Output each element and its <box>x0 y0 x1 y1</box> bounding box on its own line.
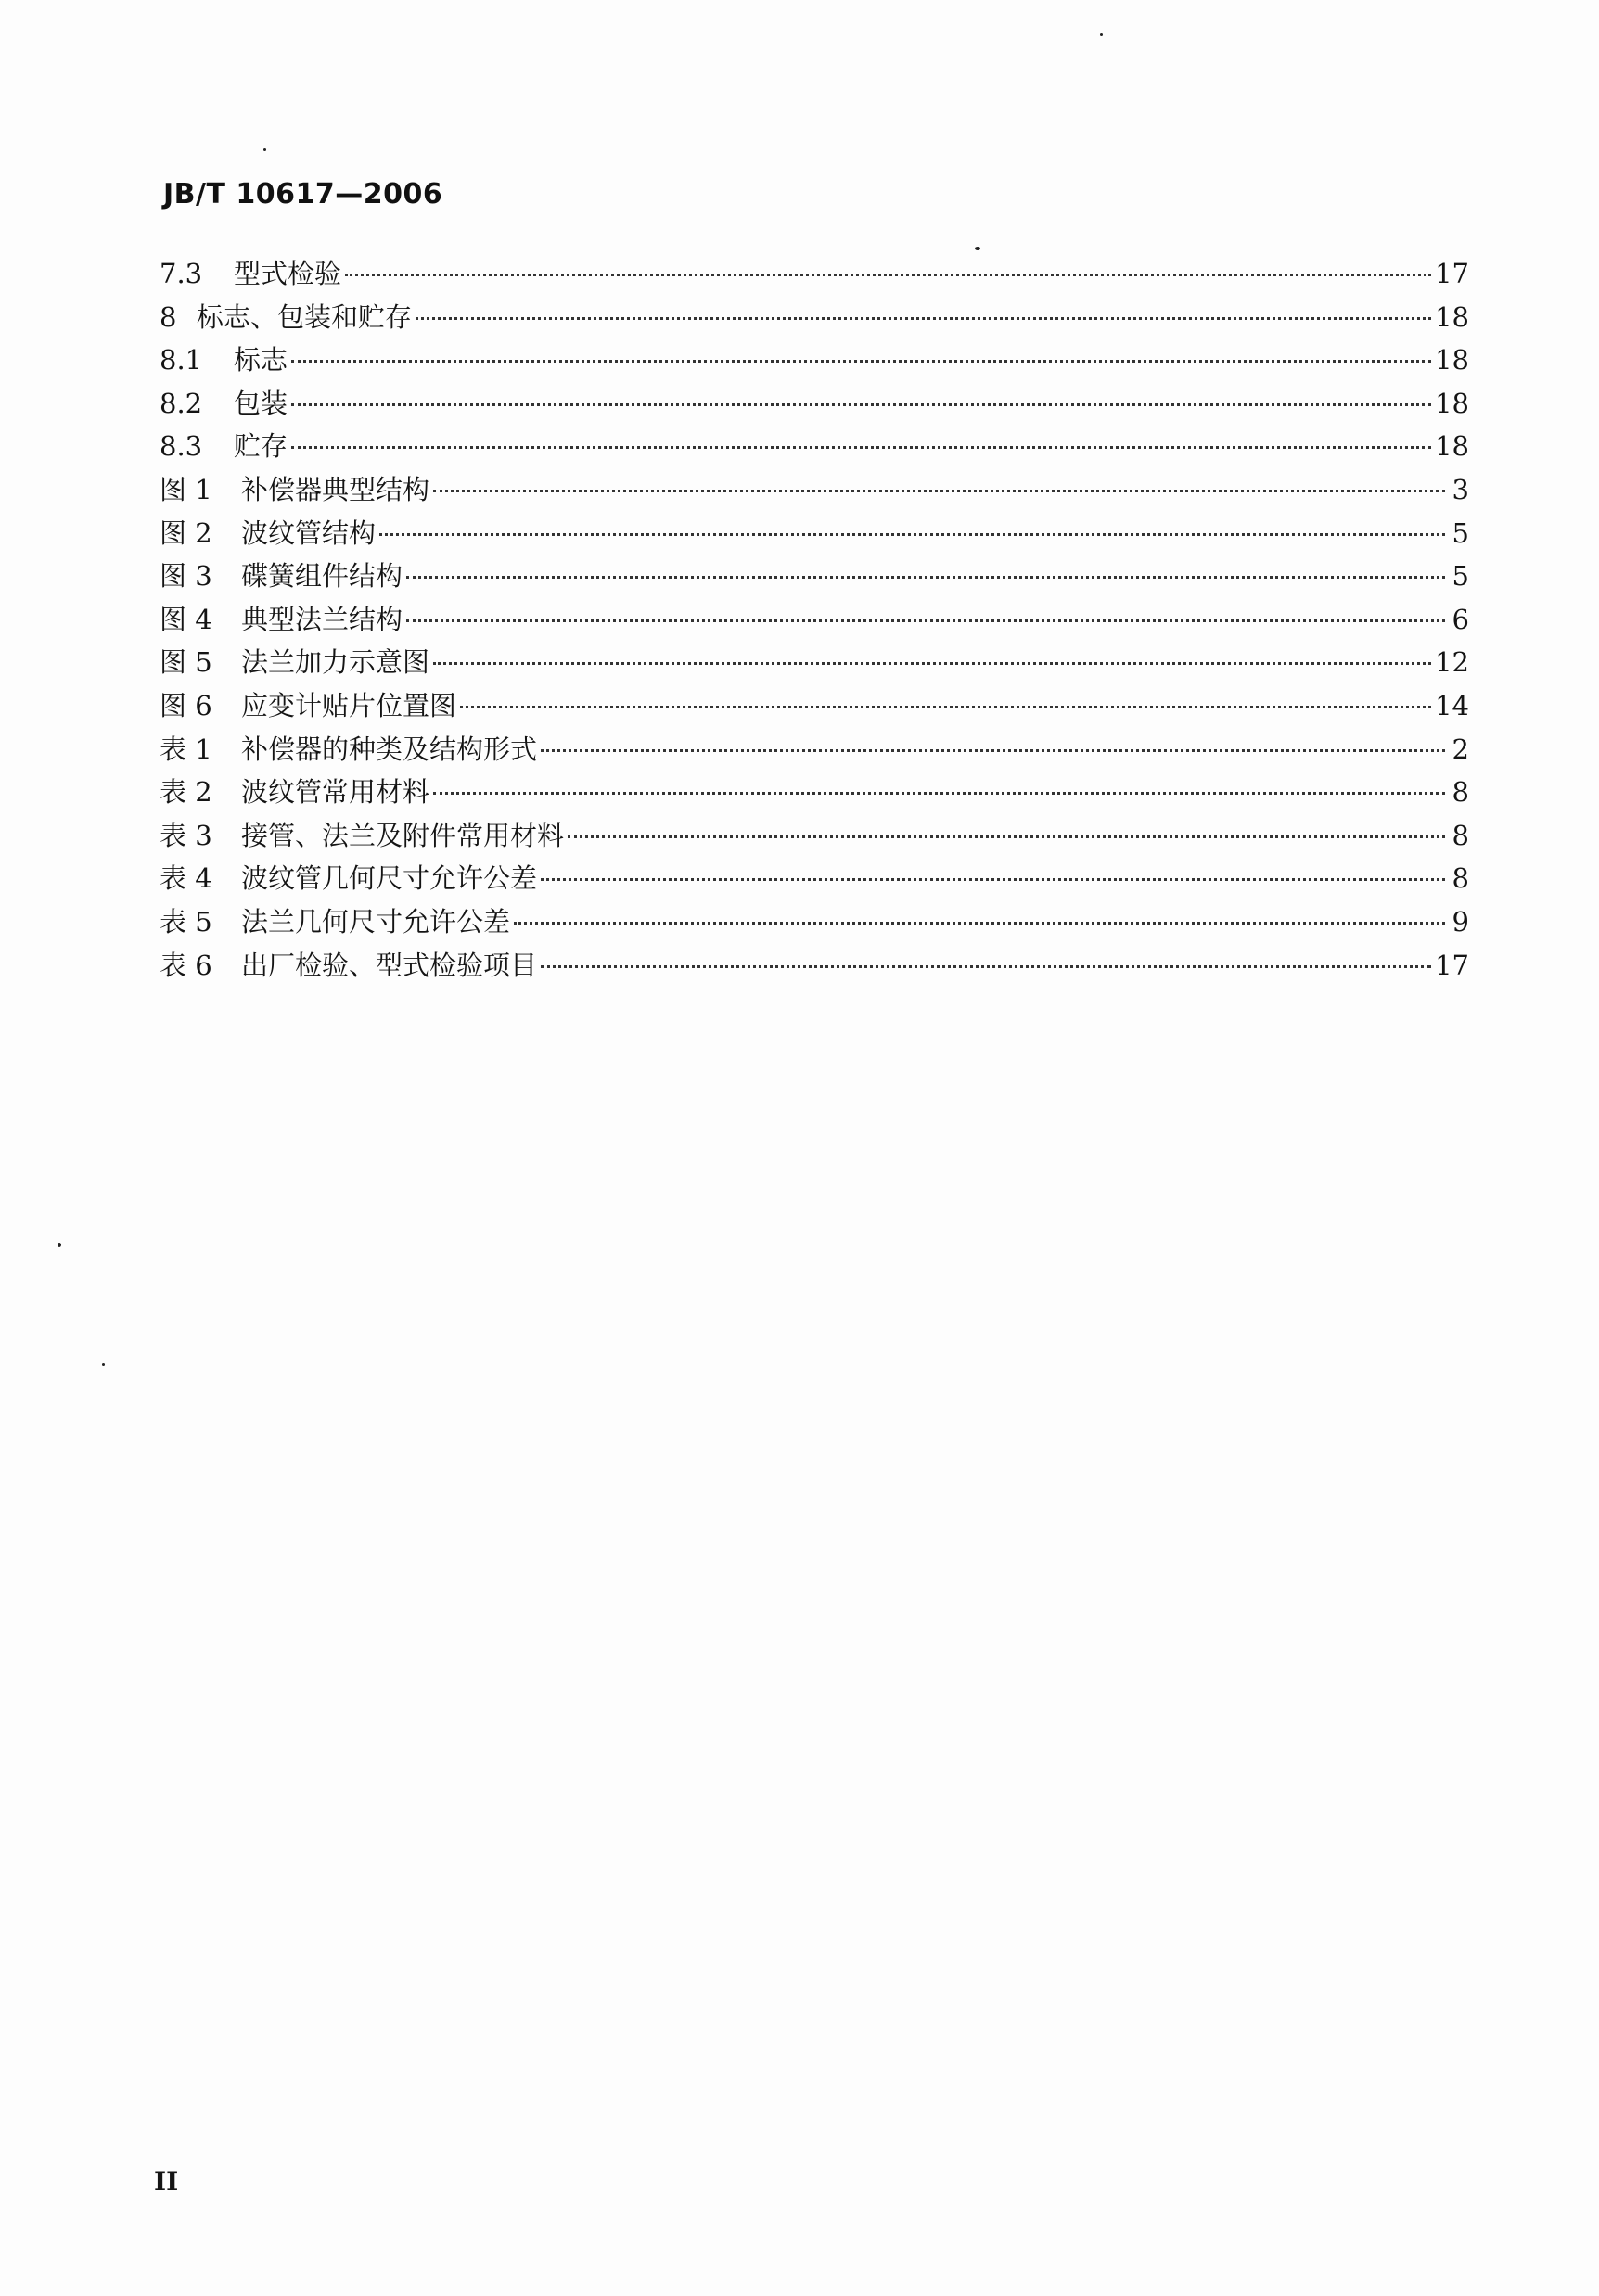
toc-entry-title: 波纹管几何尺寸允许公差 <box>241 862 538 895</box>
toc-entry-page: 17 <box>1435 949 1469 981</box>
dot-leader <box>541 878 1445 881</box>
dot-leader <box>406 619 1445 622</box>
toc-entry-number: 图 4 <box>160 603 212 635</box>
toc-entry-title: 标志 <box>234 344 288 376</box>
toc-entry-title: 贮存 <box>234 430 288 463</box>
toc-entry-page: 9 <box>1452 905 1469 938</box>
toc-entry-figure-3[interactable] <box>160 555 1469 598</box>
dot-leader <box>460 706 1431 708</box>
toc-entry-page: 18 <box>1435 430 1469 463</box>
toc-entry-title: 补偿器典型结构 <box>241 473 430 505</box>
toc-entry-page: 8 <box>1452 776 1469 809</box>
toc-entry-page: 12 <box>1435 646 1469 679</box>
dot-leader <box>541 965 1431 968</box>
toc-entry-number: 图 5 <box>160 646 212 679</box>
toc-entry-title: 法兰几何尺寸允许公差 <box>241 905 511 938</box>
scan-speck <box>1100 33 1103 36</box>
toc-entry-number: 8.2 <box>160 387 203 419</box>
toc-entry-title: 型式检验 <box>234 258 342 289</box>
toc-entry-number: 8.1 <box>160 344 203 376</box>
toc-entry-number: 图 3 <box>160 560 212 593</box>
toc-entry-figure-1[interactable] <box>160 468 1469 512</box>
toc-entry-8[interactable] <box>160 296 1469 339</box>
dot-leader <box>433 490 1445 492</box>
dot-leader <box>291 360 1431 363</box>
toc-entry-8-1[interactable] <box>160 338 1469 382</box>
dot-leader <box>291 403 1431 406</box>
toc-entry-8-3[interactable] <box>160 425 1469 468</box>
toc-entry-number: 表 6 <box>160 949 212 981</box>
toc-entry-title: 标志、包装和贮存 <box>197 300 413 333</box>
toc-entry-page: 3 <box>1452 473 1469 505</box>
toc-entry-7-3[interactable] <box>160 252 1469 296</box>
toc-entry-title: 波纹管结构 <box>241 517 377 549</box>
toc-entry-number: 表 1 <box>160 733 212 765</box>
toc-entry-title: 补偿器的种类及结构形式 <box>241 733 538 765</box>
toc-entry-page: 8 <box>1452 862 1469 895</box>
dot-leader <box>416 317 1431 320</box>
dot-leader <box>541 749 1445 752</box>
toc-entry-page: 6 <box>1452 603 1469 635</box>
toc-entry-number: 表 3 <box>160 819 212 851</box>
dot-leader <box>345 274 1431 276</box>
toc-entry-number: 8.3 <box>160 430 203 463</box>
toc-entry-figure-5[interactable] <box>160 641 1469 684</box>
dot-leader <box>433 662 1431 665</box>
page-number: II <box>154 2166 179 2197</box>
scan-speck <box>58 1243 61 1247</box>
dot-leader <box>379 533 1445 536</box>
standard-number-header: JB/T 10617—2006 <box>163 178 443 210</box>
toc-entry-title: 接管、法兰及附件常用材料 <box>241 819 565 851</box>
toc-entry-title: 法兰加力示意图 <box>241 646 430 679</box>
toc-entry-table-4[interactable] <box>160 857 1469 900</box>
toc-entry-table-2[interactable] <box>160 771 1469 814</box>
toc-entry-title: 应变计贴片位置图 <box>241 689 457 721</box>
dot-leader <box>568 835 1445 838</box>
toc-entry-number: 7.3 <box>160 258 203 289</box>
toc-entry-figure-6[interactable] <box>160 684 1469 728</box>
toc-entry-number: 表 4 <box>160 862 212 895</box>
table-of-contents <box>160 252 1469 987</box>
toc-entry-page: 5 <box>1452 560 1469 593</box>
toc-entry-number: 8 <box>160 300 177 333</box>
toc-entry-title: 碟簧组件结构 <box>241 560 403 593</box>
toc-entry-number: 表 5 <box>160 905 212 938</box>
toc-entry-table-1[interactable] <box>160 728 1469 772</box>
dot-leader <box>291 446 1431 449</box>
toc-entry-number: 图 1 <box>160 473 212 505</box>
dot-leader <box>433 792 1445 795</box>
toc-entry-page: 5 <box>1452 517 1469 549</box>
toc-entry-title: 包装 <box>234 387 288 419</box>
toc-entry-figure-4[interactable] <box>160 598 1469 642</box>
toc-entry-title: 波纹管常用材料 <box>241 776 430 809</box>
toc-entry-figure-2[interactable] <box>160 512 1469 555</box>
toc-entry-page: 18 <box>1435 300 1469 333</box>
toc-entry-title: 典型法兰结构 <box>241 603 403 635</box>
toc-entry-table-5[interactable] <box>160 900 1469 944</box>
toc-entry-table-3[interactable] <box>160 814 1469 858</box>
toc-entry-number: 图 2 <box>160 517 212 549</box>
dot-leader <box>514 922 1445 925</box>
toc-entry-page: 8 <box>1452 819 1469 851</box>
toc-entry-page: 18 <box>1435 344 1469 376</box>
dot-leader <box>406 576 1445 579</box>
toc-entry-title: 出厂检验、型式检验项目 <box>241 949 538 981</box>
toc-entry-page: 17 <box>1435 258 1469 289</box>
scan-speck <box>102 1363 105 1366</box>
scan-speck <box>975 247 980 250</box>
toc-entry-table-6[interactable] <box>160 944 1469 988</box>
toc-entry-page: 2 <box>1452 733 1469 765</box>
scan-speck <box>263 148 266 151</box>
toc-entry-8-2[interactable] <box>160 382 1469 426</box>
toc-entry-page: 18 <box>1435 387 1469 419</box>
toc-entry-number: 表 2 <box>160 776 212 809</box>
toc-entry-number: 图 6 <box>160 689 212 721</box>
toc-entry-page: 14 <box>1435 689 1469 721</box>
